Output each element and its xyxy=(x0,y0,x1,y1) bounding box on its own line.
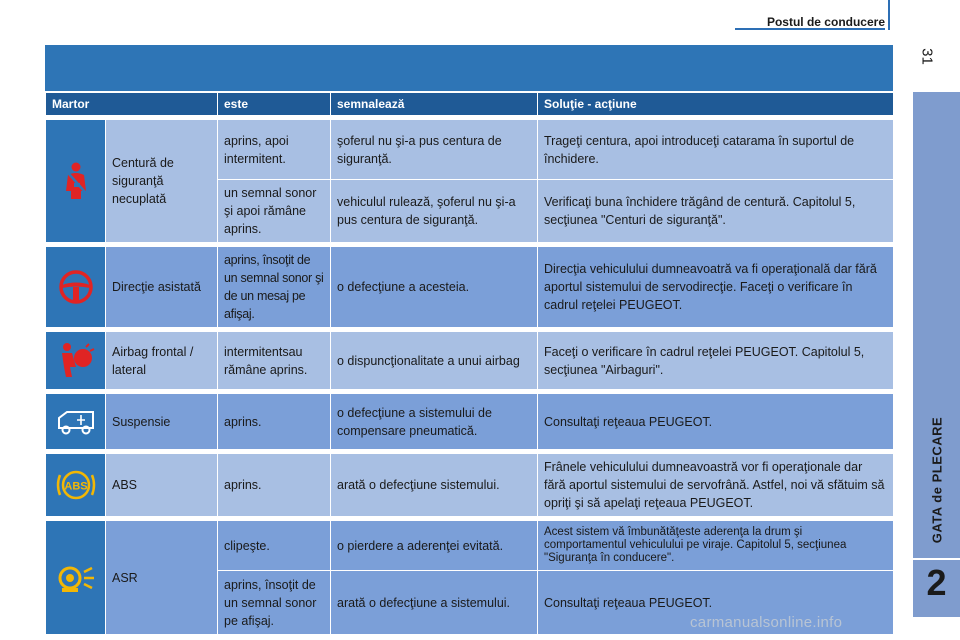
lamp-signal: o pierdere a aderenţei evitată. xyxy=(331,521,538,571)
airbag-icon xyxy=(56,341,96,381)
suspension-icon xyxy=(55,408,97,436)
watermark: carmanualsonline.info xyxy=(690,614,843,631)
section-title: Postul de conducere xyxy=(766,15,885,29)
icon-cell xyxy=(46,247,106,328)
lamp-name: Suspensie xyxy=(106,394,218,450)
lamp-name: Airbag frontal / lateral xyxy=(106,332,218,390)
lamp-signal: şoferul nu şi-a pus centura de siguranţă. xyxy=(331,120,538,180)
lamp-name: ASR xyxy=(106,521,218,635)
lamp-action: Trageţi centura, apoi introduceţi catarama în suportul de închidere. xyxy=(538,120,894,180)
lamp-action: Verificaţi buna închidere trăgând de centură. Capitolul 5, secţiunea "Centuri de siguranţă". xyxy=(538,180,894,243)
lamp-action: Consultaţi reţeaua PEUGEOT. xyxy=(538,571,894,635)
lamp-signal: o defecţiune a acesteia. xyxy=(331,247,538,328)
icon-cell xyxy=(46,120,106,243)
column-header-solutie: Soluţie - acţiune xyxy=(538,93,894,116)
table-header-row xyxy=(46,93,894,116)
lamp-signal: vehiculul rulează, şoferul nu şi-a pus centura de siguranţă. xyxy=(331,180,538,243)
lamp-state: aprins, însoţit de un semnal sonor şi de un mesaj pe afişaj. xyxy=(218,247,331,328)
lamp-state: aprins. xyxy=(218,454,331,517)
lamp-action: Acest sistem vă îmbunătăţeste aderenţa la drum şi comportamentul vehiculului pe viraje. Capitolul 5, secţiunea "Siguranţa în conducere". xyxy=(538,521,894,571)
steering-wheel-icon xyxy=(57,268,95,306)
lamp-signal: arată o defecţiune a sistemului. xyxy=(331,571,538,635)
column-header-este: este xyxy=(218,93,331,116)
warning-lights-table xyxy=(45,92,894,635)
lamp-state: clipeşte. xyxy=(218,521,331,571)
lamp-state: intermitentsau rămâne aprins. xyxy=(218,332,331,390)
chapter-title xyxy=(913,380,960,580)
lamp-state: un semnal sonor şi apoi rămâne aprins. xyxy=(218,180,331,243)
icon-cell xyxy=(46,521,106,635)
lamp-action: Faceţi o verificare în cadrul reţelei PEUGEOT. Capitolul 5, secţiunea "Airbaguri". xyxy=(538,332,894,390)
abs-icon xyxy=(54,465,98,505)
abs-icon-label: ABS xyxy=(63,480,88,493)
lamp-state: aprins, însoţit de un semnal sonor pe afişaj. xyxy=(218,571,331,635)
lamp-name: Direcţie asistată xyxy=(106,247,218,328)
lamp-state: aprins, apoi intermitent. xyxy=(218,120,331,180)
table-row xyxy=(46,394,894,450)
lamp-signal: arată o defecţiune sistemului. xyxy=(331,454,538,517)
table-row xyxy=(46,521,894,571)
lamp-name: Centură de siguranţă necuplată xyxy=(106,120,218,243)
table-row xyxy=(46,332,894,390)
lamp-signal: o defecţiune a sistemului de compensare pneumatică. xyxy=(331,394,538,450)
lamp-state: aprins. xyxy=(218,394,331,450)
icon-cell xyxy=(46,454,106,517)
asr-icon xyxy=(56,562,96,594)
seatbelt-icon xyxy=(59,161,93,201)
lamp-action: Frânele vehiculului dumneavoastră vor fi operaţionale dar fără aportul sistemului de servofrână. Astfel, noi vă sfătuim să opriţi şi să apelaţi reţeaua PEUGEOT. xyxy=(538,454,894,517)
lamp-name: ABS xyxy=(106,454,218,517)
header-rule-vertical xyxy=(888,0,890,30)
chapter-title-text: GATA de PLECARE xyxy=(929,416,944,544)
lamp-action: Direcţia vehiculului dumneavoatră va fi operaţională dar fără aportul sistemului de servodirecţie. Faceţi o verificare în cadrul reţelei PEUGEOT. xyxy=(538,247,894,328)
icon-cell xyxy=(46,394,106,450)
icon-cell xyxy=(46,332,106,390)
table-row xyxy=(46,247,894,328)
table-row xyxy=(46,120,894,180)
chapter-divider xyxy=(913,558,960,560)
table-title-band xyxy=(45,45,893,91)
page-number: 31 xyxy=(918,48,936,65)
column-header-martor: Martor xyxy=(46,93,218,116)
lamp-signal: o dispuncţionalitate a unui airbag xyxy=(331,332,538,390)
column-header-semnaleaza: semnalează xyxy=(331,93,538,116)
chapter-number: 2 xyxy=(926,562,947,603)
table-row xyxy=(46,454,894,517)
lamp-action: Consultaţi reţeaua PEUGEOT. xyxy=(538,394,894,450)
